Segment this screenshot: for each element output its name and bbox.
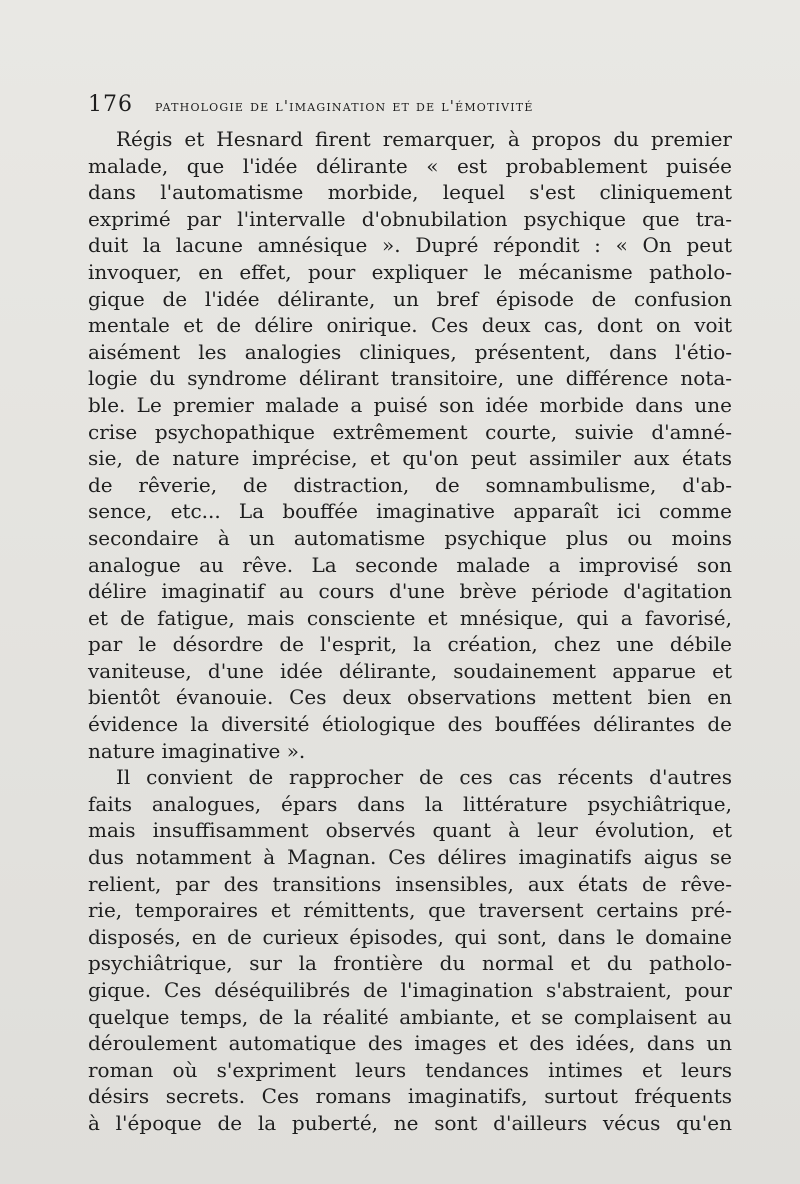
text-line: Régis et Hesnard firent remarquer, à propos du premier <box>116 127 732 151</box>
text-line: secondaire à un automatisme psychique plus ou moins <box>88 525 732 550</box>
text-line: quelque temps, de la réalité ambiante, et se complaisent au <box>88 1004 732 1029</box>
text-line: dans l'automatisme morbide, lequel s'est cliniquement <box>88 180 732 205</box>
text-line: dus notamment à Magnan. Ces délires imaginatifs aigus se <box>88 845 732 870</box>
text-line: ble. Le premier malade a puisé son idée morbide dans une <box>88 392 732 417</box>
text-line: gique de l'idée délirante, un bref épisode de confusion <box>88 286 732 311</box>
text-line: roman où s'expriment leurs tendances intimes et leurs <box>88 1057 732 1082</box>
text-line: relient, par des transitions insensibles, aux états de rêve- <box>88 871 732 896</box>
text-line: aisément les analogies cliniques, présentent, dans l'étio- <box>88 339 732 364</box>
text-line: gique. Ces déséquilibrés de l'imagination s'abstraient, pour <box>88 978 732 1002</box>
text-line: invoquer, en effet, pour expliquer le mécanisme patholo- <box>88 259 732 284</box>
text-line: malade, que l'idée délirante « est probablement puisée <box>88 153 732 178</box>
text-line: et de fatigue, mais consciente et mnésique, qui a favorisé, <box>88 605 732 630</box>
text-line: bientôt évanouie. Ces deux observations mettent bien en <box>88 685 732 710</box>
text-line: sie, de nature imprécise, et qu'on peut assimiler aux états <box>88 446 732 471</box>
text-line: vaniteuse, d'une idée délirante, soudainement apparue et <box>88 658 732 683</box>
text-line: mentale et de délire onirique. Ces deux cas, dont on voit <box>88 313 732 338</box>
text-line: exprimé par l'intervalle d'obnubilation psychique que tra- <box>88 206 732 231</box>
text-line: crise psychopathique extrêmement courte, suivie d'amné- <box>88 419 732 444</box>
text-line: évidence la diversité étiologique des bouffées délirantes de <box>88 712 732 737</box>
text-line: disposés, en de curieux épisodes, qui sont, dans le domaine <box>88 924 732 949</box>
text-line: faits analogues, épars dans la littérature psychiâtrique, <box>88 791 732 816</box>
page-header <box>88 92 748 122</box>
text-line: à l'époque de la puberté, ne sont d'ailleurs vécus qu'en <box>88 1110 732 1135</box>
text-line: déroulement automatique des images et des idées, dans un <box>88 1031 732 1056</box>
text-line: sence, etc... La bouffée imaginative apparaît ici comme <box>88 499 732 524</box>
page-number: 176 <box>88 92 133 117</box>
text-line: psychiâtrique, sur la frontière du normal et du patholo- <box>88 951 732 976</box>
running-head: pathologie de l'imagination et de l'émotivité <box>155 97 534 115</box>
text-line: duit la lacune amnésique ». Dupré répondit : « On peut <box>88 233 732 258</box>
text-line: de rêverie, de distraction, de somnambulisme, d'ab- <box>88 472 732 497</box>
text-line: par le désordre de l'esprit, la création, chez une débile <box>88 632 732 657</box>
text-line: rie, temporaires et rémittents, que traversent certains pré- <box>88 898 732 923</box>
text-line: délire imaginatif au cours d'une brève période d'agitation <box>88 579 732 604</box>
text-line: désirs secrets. Ces romans imaginatifs, surtout fréquents <box>88 1084 732 1109</box>
body-text <box>88 126 732 1137</box>
text-line: Il convient de rapprocher de ces cas récents d'autres <box>116 765 732 790</box>
text-line: logie du syndrome délirant transitoire, une différence nota- <box>88 366 732 391</box>
text-line: nature imaginative ». <box>88 738 306 763</box>
text-line: mais insuffisamment observés quant à leur évolution, et <box>88 818 732 843</box>
text-line: analogue au rêve. La seconde malade a improvisé son <box>88 552 732 577</box>
